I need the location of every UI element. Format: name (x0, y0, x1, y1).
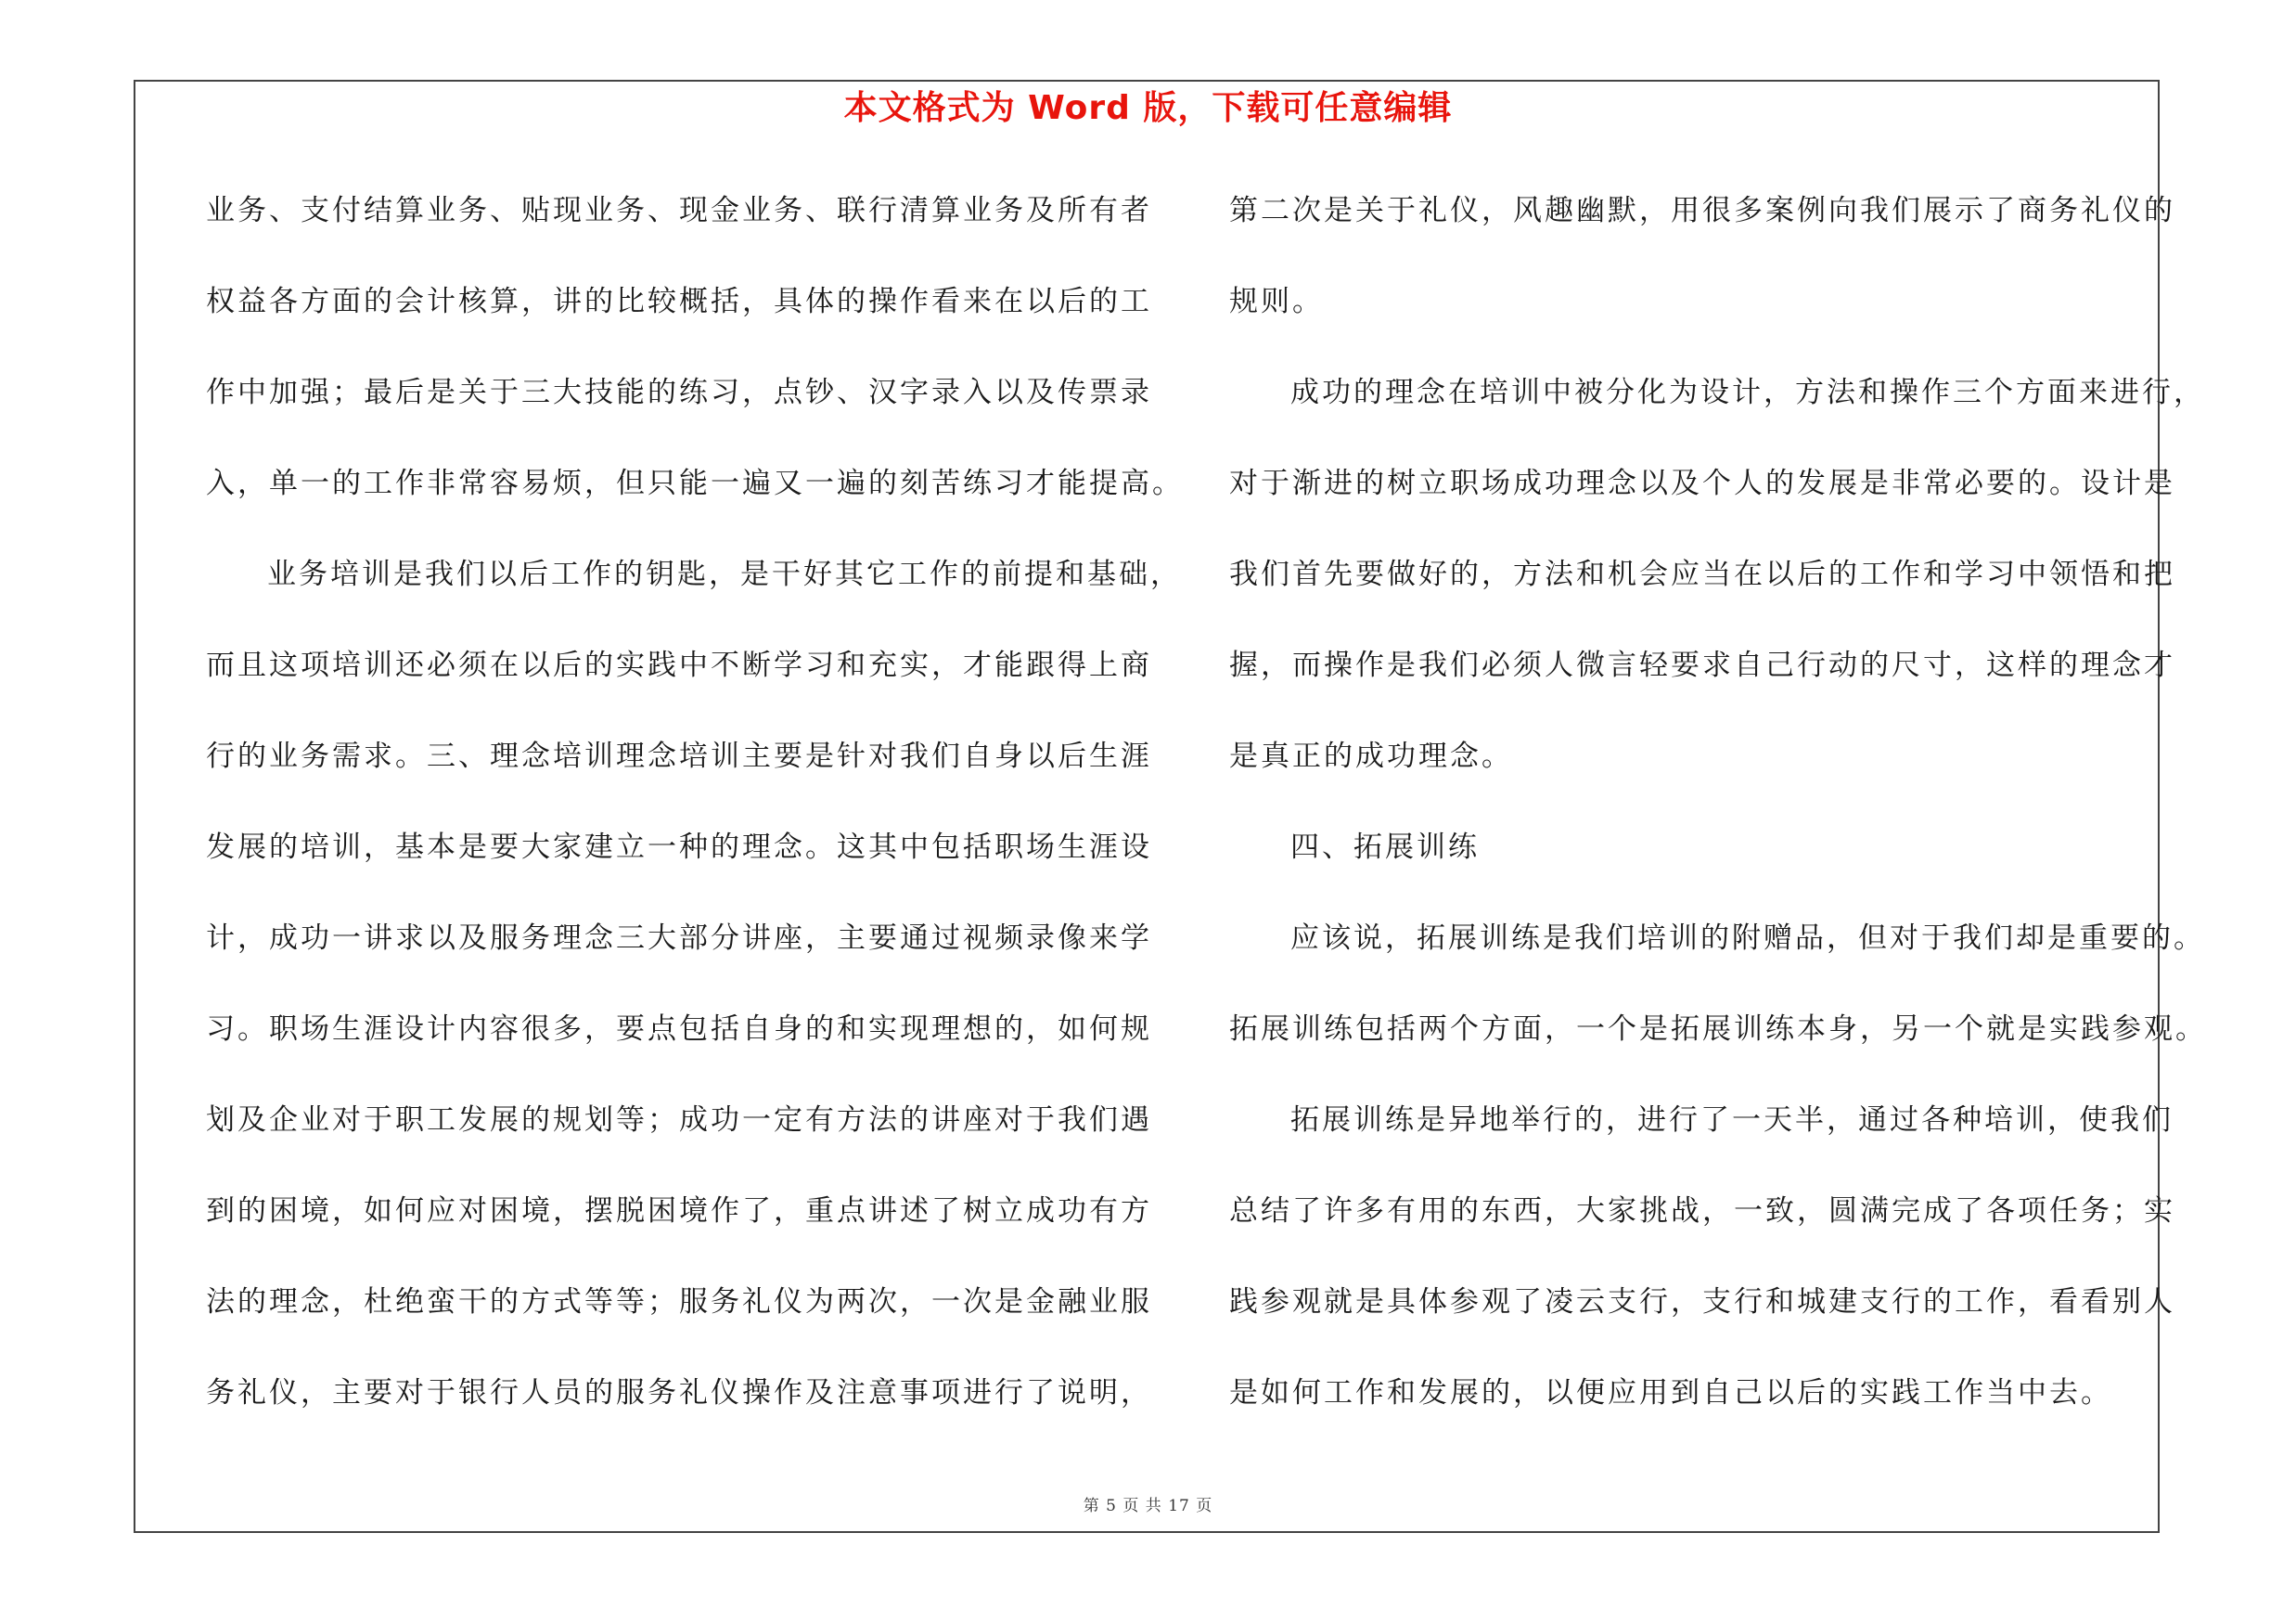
text-line: 计，成功一讲求以及服务理念三大部分讲座，主要通过视频录像来学 (206, 921, 1152, 955)
text-line: 发展的培训，基本是要大家建立一种的理念。这其中包括职场生涯设 (206, 831, 1152, 864)
text-line: 是如何工作和发展的，以便应用到自己以后的实践工作当中去。 (1229, 1376, 2112, 1410)
text-line: 而且这项培训还必须在以后的实践中不断学习和充实，才能跟得上商 (206, 649, 1152, 682)
text-line: 到的困境，如何应对困境，摆脱困境作了，重点讲述了树立成功有方 (206, 1194, 1152, 1228)
left-column (206, 183, 1184, 1456)
text-line: 拓展训练包括两个方面，一个是拓展训练本身，另一个就是实践参观。 (1229, 1012, 2207, 1046)
text-line: 拓展训练是异地举行的，进行了一天半，通过各种培训，使我们 (1290, 1103, 2174, 1137)
text-line: 作中加强；最后是关于三大技能的练习，点钞、汉字录入以及传票录 (206, 376, 1152, 409)
footer-middle: 页 共 (1122, 1497, 1162, 1515)
page-footer (0, 1492, 2296, 1515)
text-line: 法的理念，杜绝蛮干的方式等等；服务礼仪为两次，一次是金融业服 (206, 1285, 1152, 1319)
text-line: 践参观就是具体参观了凌云支行，支行和城建支行的工作，看看别人 (1229, 1285, 2175, 1319)
text-line: 应该说，拓展训练是我们培训的附赠品，但对于我们却是重要的。 (1290, 921, 2205, 955)
text-line: 行的业务需求。三、理念培训理念培训主要是针对我们自身以后生涯 (206, 740, 1152, 773)
text-line: 入，单一的工作非常容易烦，但只能一遍又一遍的刻苦练习才能提高。 (206, 467, 1184, 500)
text-line: 划及企业对于职工发展的规划等；成功一定有方法的讲座对于我们遇 (206, 1103, 1152, 1137)
text-line: 四、拓展训练 (1290, 831, 1480, 864)
text-line: 是真正的成功理念。 (1229, 740, 1513, 773)
text-line: 务礼仪，主要对于银行人员的服务礼仪操作及注意事项进行了说明， (206, 1376, 1152, 1410)
footer-page-number: 5 (1106, 1497, 1117, 1515)
text-line: 对于渐进的树立职场成功理念以及个人的发展是非常必要的。设计是 (1229, 467, 2175, 500)
right-column (1229, 183, 2207, 1456)
text-line: 成功的理念在培训中被分化为设计，方法和操作三个方面来进行， (1290, 376, 2205, 409)
text-line: 业务培训是我们以后工作的钥匙，是干好其它工作的前提和基础， (267, 558, 1182, 591)
format-banner: 本文格式为 Word 版，下载可任意编辑 (843, 89, 1453, 127)
text-line: 权益各方面的会计核算，讲的比较概括，具体的操作看来在以后的工 (206, 285, 1152, 318)
text-line: 我们首先要做好的，方法和机会应当在以后的工作和学习中领悟和把 (1229, 558, 2175, 591)
text-line: 业务、支付结算业务、贴现业务、现金业务、联行清算业务及所有者 (206, 194, 1152, 227)
text-line: 总结了许多有用的东西，大家挑战，一致，圆满完成了各项任务；实 (1229, 1194, 2175, 1228)
footer-suffix: 页 (1196, 1497, 1213, 1515)
footer-total-pages: 17 (1168, 1497, 1190, 1515)
footer-prefix: 第 (1083, 1497, 1100, 1515)
text-line: 第二次是关于礼仪，风趣幽默，用很多案例向我们展示了商务礼仪的 (1229, 194, 2175, 227)
text-line: 习。职场生涯设计内容很多，要点包括自身的和实现理想的，如何规 (206, 1012, 1152, 1046)
text-line: 握，而操作是我们必须人微言轻要求自己行动的尺寸，这样的理念才 (1229, 649, 2175, 682)
text-line: 规则。 (1229, 285, 1324, 318)
